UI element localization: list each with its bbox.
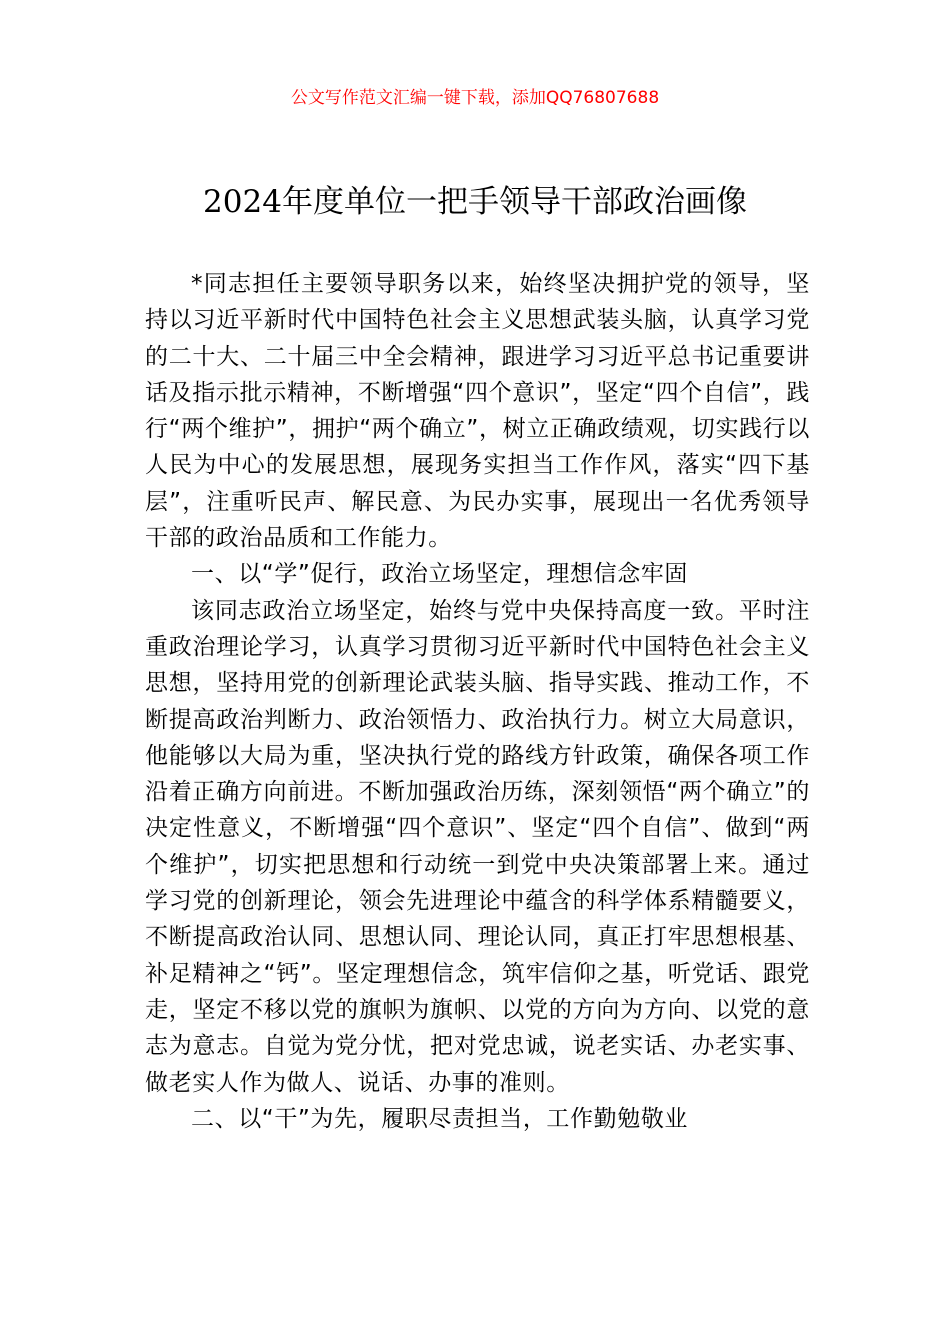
section-1-paragraph: 该同志政治立场坚定，始终与党中央保持高度一致。平时注重政治理论学习，认真学习贯彻习近平新时代中国特色社会主义思想，坚持用党的创新理论武装头脑、指导实践、推动工作，不断提高政治判断力、政治领悟力、政治执行力。树立大局意识，他能够以大局为重，坚决执行党的路线方针政策，确保各项工作沿着正确方向前进。不断加强政治历练，深刻领悟“两个确立”的决定性意义，不断增强“四个意识”、坚定“四个自信”、做到“两个维护”，切实把思想和行动统一到党中央决策部署上来。通过学习党的创新理论，领会先进理论中蕴含的科学体系精髓要义，不断提高政治认同、思想认同、理论认同，真正打牢思想根基、补足精神之“钙”。坚定理想信念，筑牢信仰之基，听党话、跟党走，坚定不移以党的旗帜为旗帜、以党的方向为方向、以党的意志为意志。自觉为党分忧，把对党忠诚，说老实话、办老实事、做老实人作为做人、说话、办事的准则。 (145, 597, 810, 1096)
intro-paragraph: *同志担任主要领导职务以来，始终坚决拥护党的领导，坚持以习近平新时代中国特色社会主义思想武装头脑，认真学习党的二十大、二十届三中全会精神，跟进学习习近平总书记重要讲话及指示批示精神，不断增强“四个意识”，坚定“四个自信”，践行“两个维护”，拥护“两个确立”，树立正确政绩观，切实践行以人民为中心的发展思想，展现务实担当工作作风，落实“四下基层”，注重听民声、解民意、为民办实事，展现出一名优秀领导干部的政治品质和工作能力。 (145, 271, 810, 552)
document-body (145, 266, 810, 1137)
section-heading-2: 二、以“干”为先，履职尽责担当，工作勤勉敬业 (191, 1105, 689, 1132)
watermark-text: 公文写作范文汇编一键下载，添加QQ76807688 (290, 88, 660, 108)
section-heading-1: 一、以“学”促行，政治立场坚定，理想信念牢固 (191, 561, 689, 588)
document-title: 2024年度单位一把手领导干部政治画像 (203, 184, 747, 220)
